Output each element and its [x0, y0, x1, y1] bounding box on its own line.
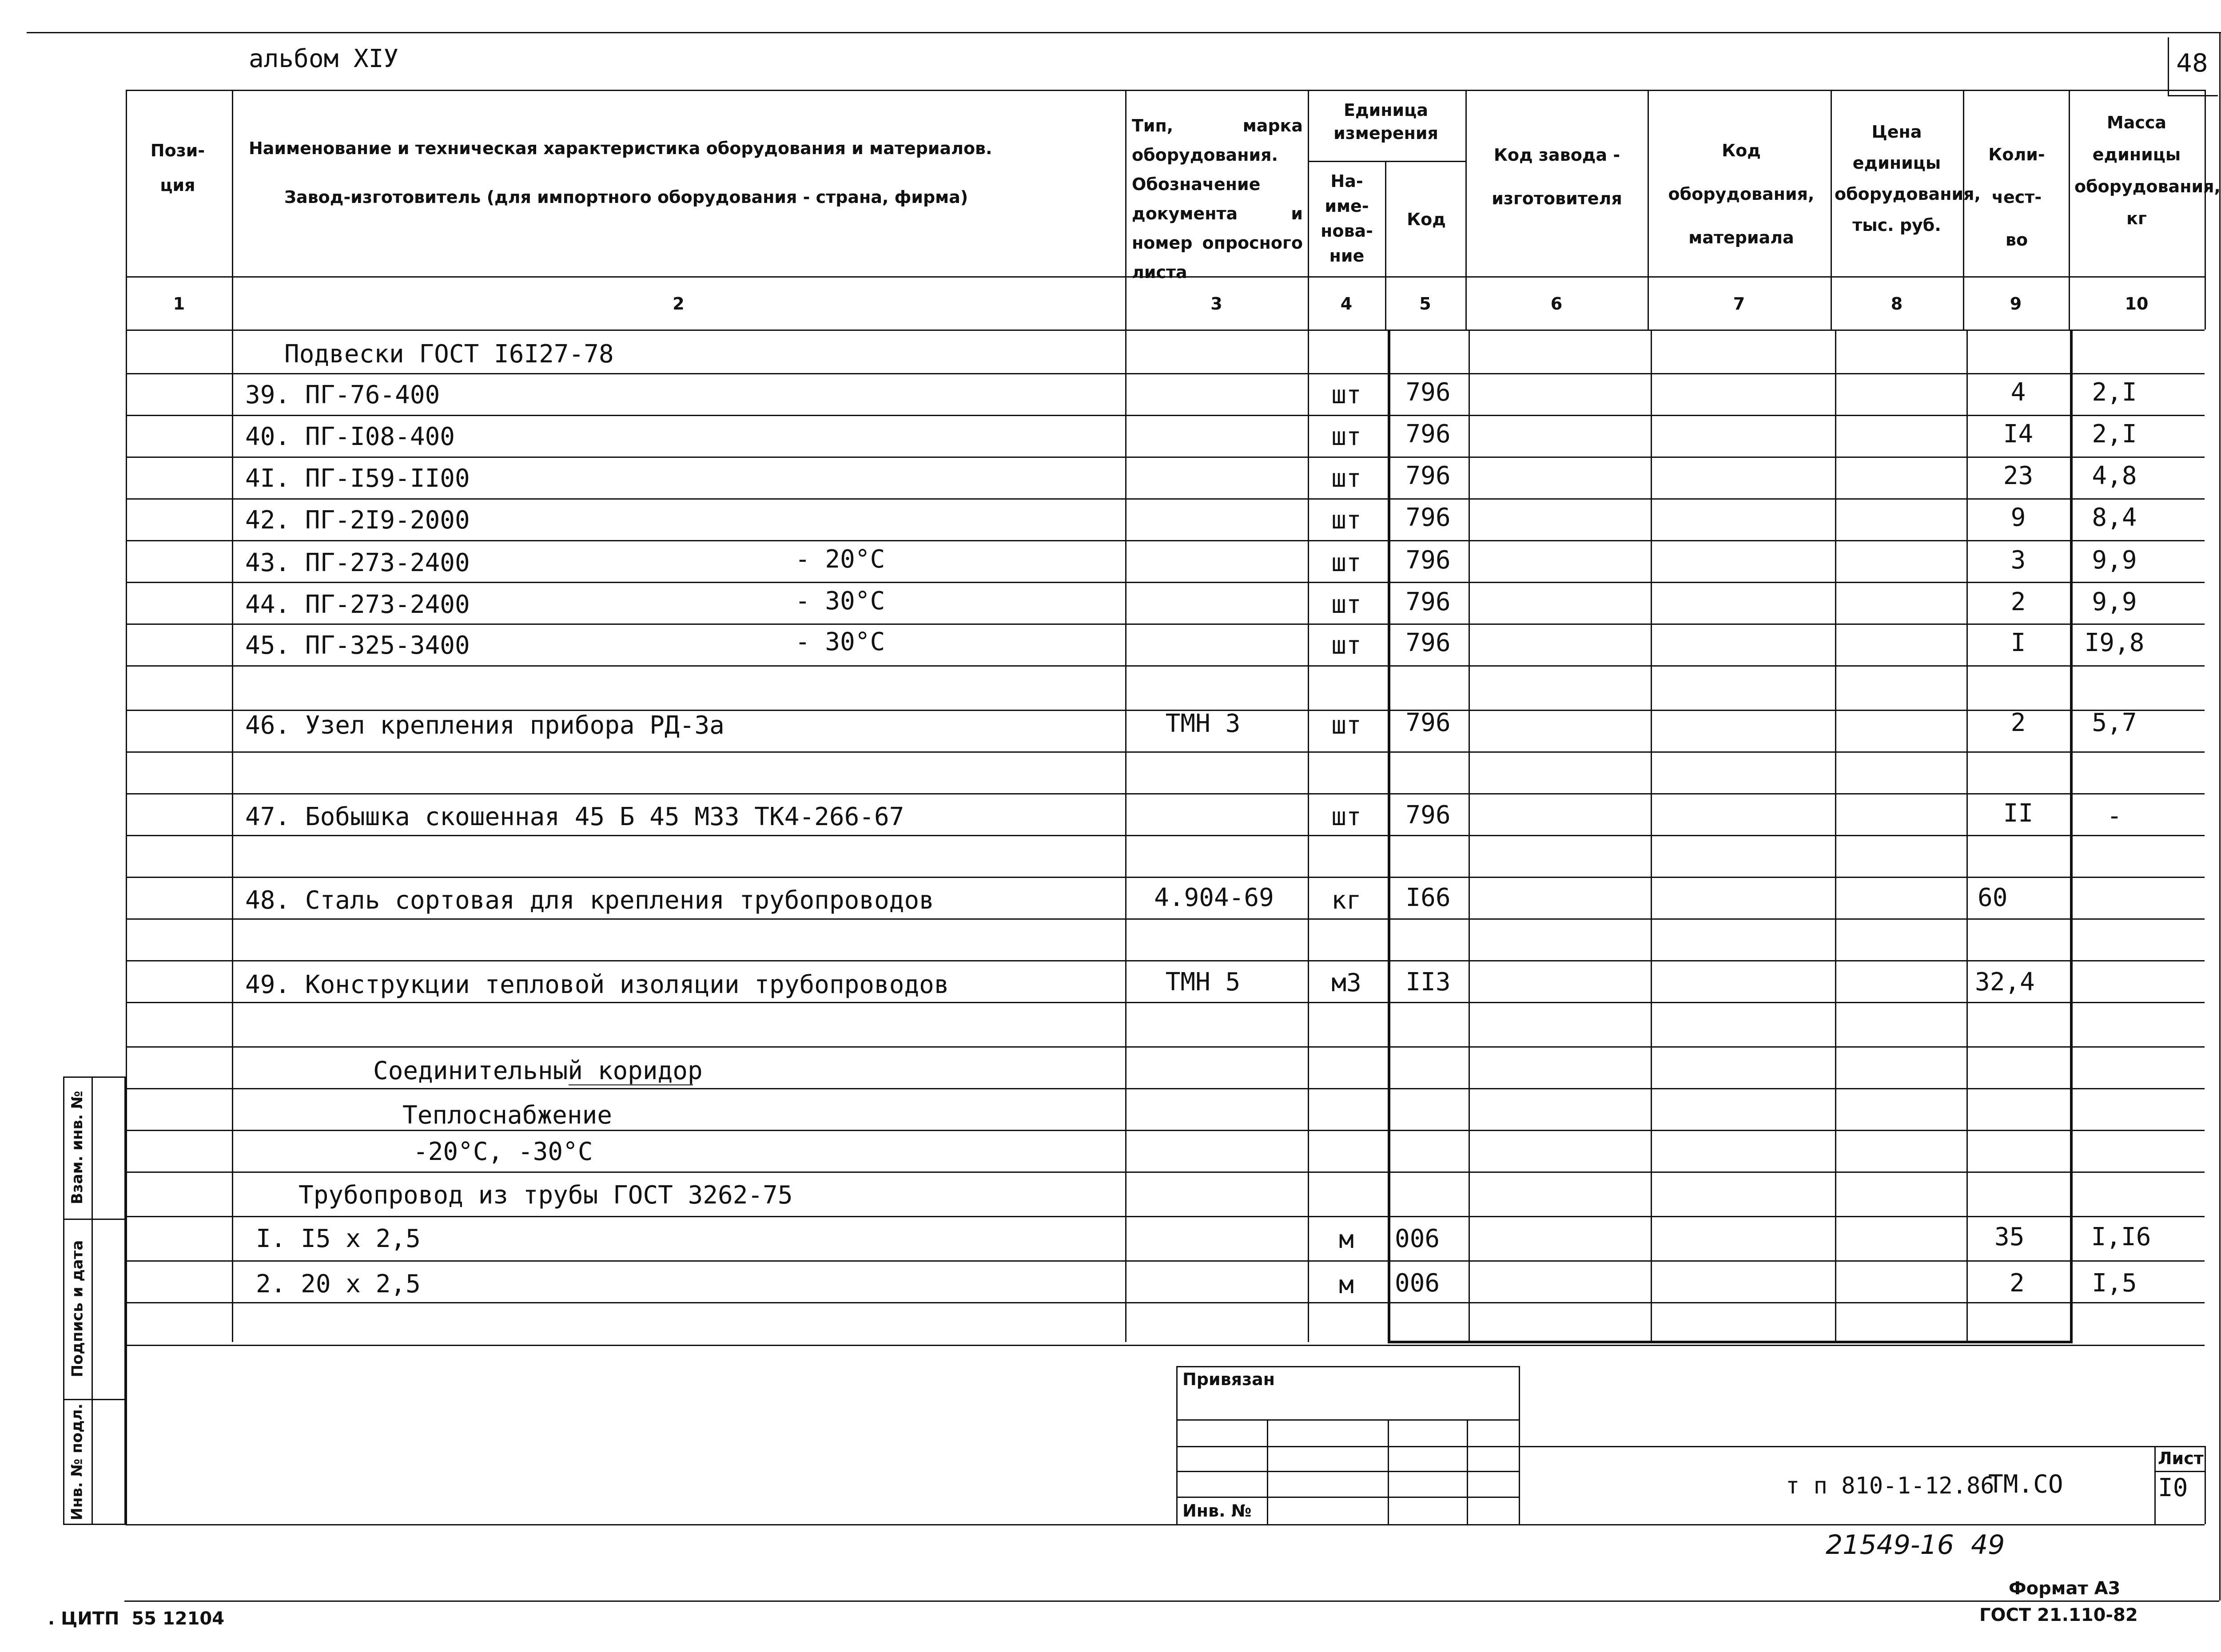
row-22-unit: м: [1339, 1271, 1354, 1299]
column-number-2: 2: [673, 294, 685, 314]
row-1-name: 39. ПГ-76-400: [245, 381, 440, 409]
side-sign-date: Подпись и дата: [68, 1240, 87, 1378]
sheet-label: Лист: [2158, 1449, 2204, 1468]
column-number-7: 7: [1733, 294, 1745, 314]
header-position: Пози- ция: [150, 141, 205, 195]
row-3-qty: 23: [2003, 461, 2034, 490]
row-7-name: 45. ПГ-325-3400: [245, 631, 470, 660]
row-2-code: 796: [1405, 420, 1451, 449]
row-6-temp: - 30°C: [795, 587, 885, 616]
row-1-mass: 2,I: [2092, 378, 2137, 407]
row-5-qty: 3: [2010, 546, 2026, 575]
row-22-qty: 2: [2010, 1269, 2025, 1298]
row-7-temp: - 30°C: [795, 627, 885, 656]
row-1-unit: шт: [1331, 381, 1361, 409]
doc-mark: ТМ.СО: [1988, 1470, 2063, 1499]
row-13-code: I66: [1405, 883, 1451, 912]
row-9-unit: шт: [1331, 711, 1361, 740]
row-11-qty: II: [2003, 799, 2034, 828]
column-number-5: 5: [1419, 294, 1431, 314]
row-21-name: I. I5 x 2,5: [256, 1224, 421, 1253]
row-18-name: Теплоснабжение: [402, 1101, 613, 1130]
row-5-code: 796: [1405, 546, 1451, 575]
column-number-9: 9: [2010, 294, 2022, 314]
doc-code: т п 810-1-12.86: [1786, 1473, 1994, 1499]
row-15-code: II3: [1405, 968, 1451, 997]
side-inv-orig: Инв. № подл.: [68, 1403, 86, 1521]
row-7-mass: I9,8: [2084, 628, 2145, 657]
column-number-6: 6: [1550, 294, 1563, 314]
row-2-unit: шт: [1331, 422, 1361, 451]
row-4-mass: 8,4: [2092, 503, 2137, 532]
row-13-unit: кг: [1331, 886, 1361, 915]
row-9-type: ТМН 3: [1165, 709, 1241, 738]
row-6-mass: 9,9: [2092, 588, 2137, 616]
header-quantity: Коли- чест- во: [1988, 145, 2045, 250]
handwritten-number: 21549-16 49: [1826, 1529, 2005, 1561]
row-5-name: 43. ПГ-273-2400: [245, 548, 470, 577]
row-11-code: 796: [1405, 801, 1451, 830]
header-unit-group: Единица измерения: [1333, 100, 1438, 143]
row-3-code: 796: [1405, 461, 1451, 490]
column-number-8: 8: [1891, 294, 1903, 314]
row-22-mass: I,5: [2092, 1269, 2137, 1298]
row-3-unit: шт: [1331, 464, 1361, 493]
printer-label: . ЦИТП 55 12104: [48, 1608, 225, 1629]
row-6-qty: 2: [2010, 588, 2026, 616]
header-unit-code: Код: [1407, 210, 1446, 229]
row-7-unit: шт: [1331, 631, 1361, 660]
row-6-code: 796: [1405, 588, 1451, 616]
header-name: Наименование и техническая характеристика оборудования и материалов.: [249, 139, 992, 158]
row-22-code: 006: [1395, 1269, 1440, 1298]
row-11-mass: -: [2107, 802, 2122, 830]
row-21-unit: м: [1339, 1225, 1354, 1254]
row-21-mass: I,I6: [2091, 1223, 2151, 1251]
album-label: альбом XIУ: [249, 44, 399, 73]
column-number-3: 3: [1210, 294, 1222, 314]
header-unit-name: На- име- нова- ние: [1321, 171, 1373, 266]
side-replace-inv: Взам. инв. №: [68, 1091, 86, 1204]
sheet-number: I0: [2158, 1473, 2188, 1502]
title-area-bottom: [126, 1524, 2205, 1525]
row-13-name: 48. Сталь сортовая для крепления трубопроводов: [245, 886, 934, 915]
row-15-name: 49. Конструкции тепловой изоляции трубопроводов: [245, 970, 949, 999]
row-9-qty: 2: [2010, 708, 2026, 737]
row-22-name: 2. 20 x 2,5: [256, 1270, 421, 1299]
header-price: Цена единицы оборудования, тыс. руб.: [1835, 122, 1981, 235]
header-equipment-code: Код оборудования, материала: [1668, 141, 1815, 247]
row-0-name: Подвески ГОСТ I6I27-78: [284, 340, 614, 369]
page-number: 48: [2176, 49, 2208, 78]
row-13-type: 4.904-69: [1154, 883, 1274, 912]
row-1-code: 796: [1405, 378, 1451, 407]
row-9-name: 46. Узел крепления прибора РД-3а: [245, 711, 724, 740]
row-17-name: Соединительный коридор: [373, 1056, 703, 1085]
row-5-mass: 9,9: [2092, 546, 2137, 575]
bound-label: Привязан: [1182, 1370, 1275, 1389]
gost-label: ГОСТ 21.110-82: [1979, 1605, 2138, 1625]
row-20-name: Трубопровод из трубы ГОСТ 3262-75: [299, 1181, 793, 1210]
row-15-qty: 32,4: [1975, 968, 2035, 997]
row-19-name: -20°C, -30°C: [413, 1137, 593, 1166]
row-4-code: 796: [1405, 503, 1451, 532]
row-4-name: 42. ПГ-2I9-2000: [245, 506, 470, 535]
header-type: Тип, марка оборудования. Обозначение документа и номер опросного листа: [1132, 116, 1303, 282]
row-15-type: ТМН 5: [1165, 968, 1241, 997]
row-5-temp: - 20°C: [795, 545, 885, 574]
row-21-qty: 35: [1994, 1223, 2025, 1251]
format-label: Формат А3: [2009, 1578, 2121, 1599]
header-manufacturer: Завод-изготовитель (для импортного оборудования - страна, фирма): [284, 187, 968, 207]
row-5-unit: шт: [1331, 548, 1361, 577]
row-13-qty: 60: [1978, 883, 2008, 912]
row-4-unit: шт: [1331, 506, 1361, 535]
row-1-qty: 4: [2010, 378, 2026, 407]
row-7-qty: I: [2010, 628, 2026, 657]
row-4-qty: 9: [2010, 503, 2026, 532]
column-number-4: 4: [1340, 294, 1353, 314]
row-11-name: 47. Бобышка скошенная 45 Б 45 М33 ТК4-266-67: [245, 802, 904, 831]
row-2-name: 40. ПГ-I08-400: [245, 422, 455, 451]
row-3-name: 4I. ПГ-I59-II00: [245, 464, 470, 493]
row-21-code: 006: [1395, 1224, 1440, 1253]
row-9-mass: 5,7: [2092, 708, 2137, 737]
row-2-mass: 2,I: [2092, 420, 2137, 449]
section-underline: [569, 1084, 693, 1085]
row-7-code: 796: [1405, 628, 1451, 657]
row-2-qty: I4: [2003, 420, 2034, 449]
column-number-10: 10: [2125, 294, 2149, 314]
row-6-name: 44. ПГ-273-2400: [245, 590, 470, 619]
column-number-1: 1: [173, 294, 185, 314]
row-11-unit: шт: [1331, 802, 1361, 831]
row-9-code: 796: [1405, 708, 1451, 737]
header-mass: Масса единицы оборудования, кг: [2074, 113, 2221, 228]
row-3-mass: 4,8: [2092, 461, 2137, 490]
row-6-unit: шт: [1331, 590, 1361, 619]
inv-no-label: Инв. №: [1182, 1501, 1252, 1521]
header-plant-code: Код завода - изготовителя: [1492, 145, 1622, 208]
row-15-unit: м3: [1331, 969, 1361, 997]
